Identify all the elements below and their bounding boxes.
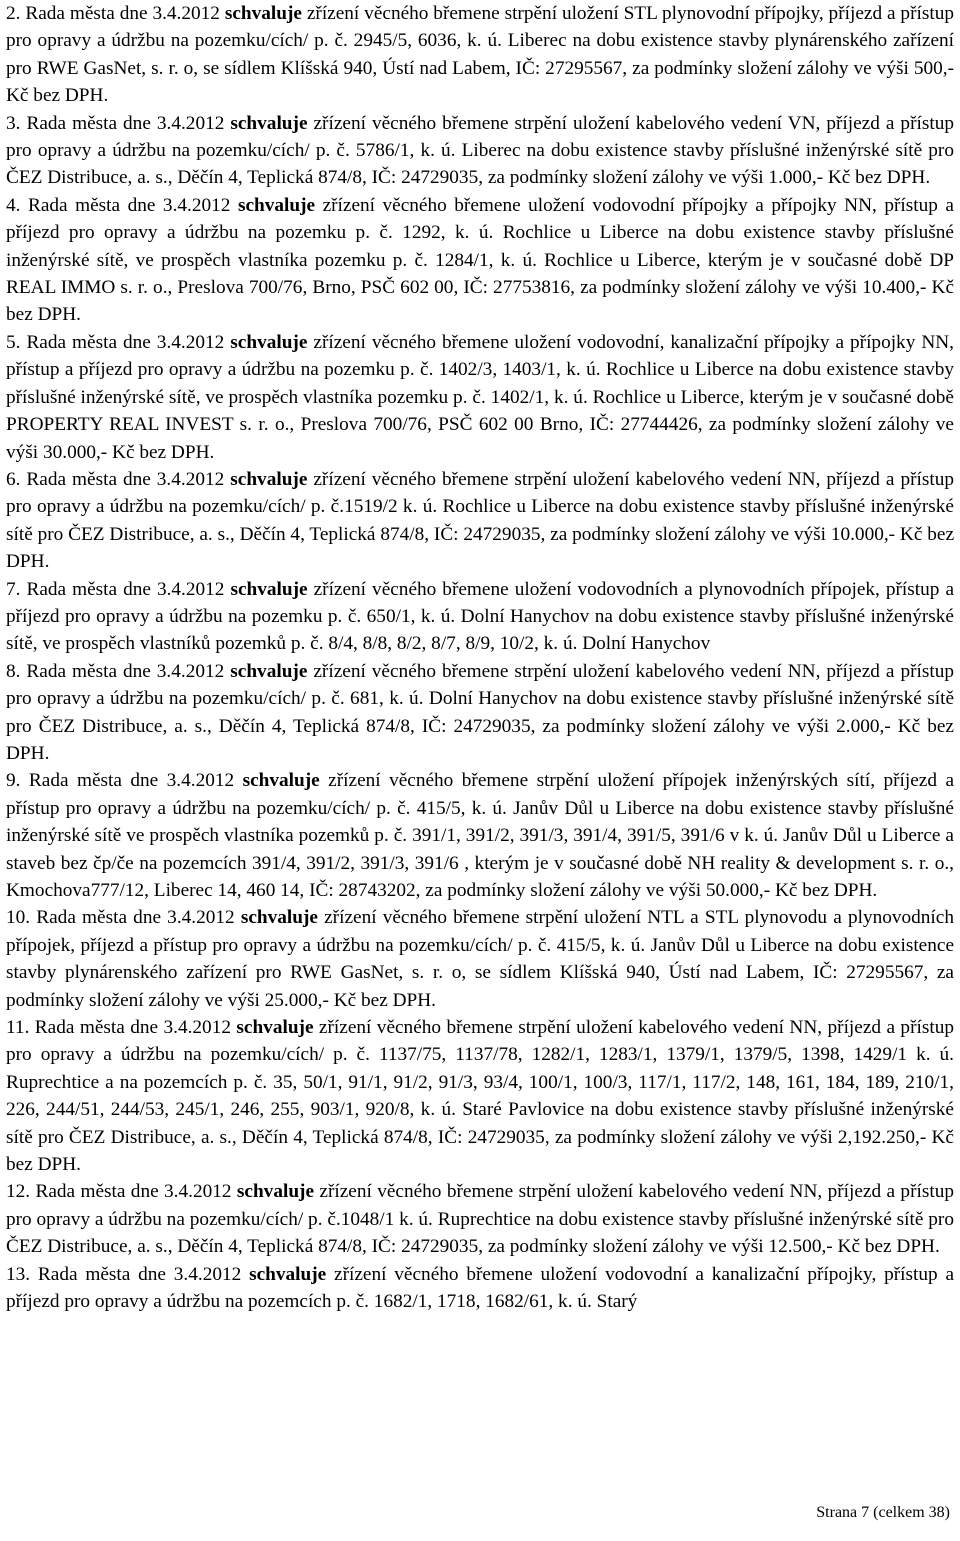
- paragraph-text: zřízení věcného břemene strpění uložení kabelového vedení VN, příjezd a přístup pro opravy a údržbu na pozemku/cích/ p. č. 5786/1, k. ú. Liberec na dobu existence stavby příslušné inženýrské sítě pro ČEZ Distribuce, a. s., Děčín 4, Teplická 874/8, IČ: 24729035, za podmínky složení zálohy ve výši 1.000,- Kč bez DPH.: [6, 112, 954, 189]
- paragraph-keyword: schvaluje: [236, 1017, 314, 1039]
- resolution-paragraph: [6, 658, 954, 768]
- document-body: [6, 0, 954, 1316]
- paragraph-text: zřízení věcného břemene strpění uložení přípojek inženýrských sítí, příjezd a přístup pro opravy a údržbu na pozemku/cích/ p. č. 415/5, k. ú. Janův Důl u Liberce na dobu existence stavby příslušné inženýrské sítě ve prospěch vlastníka pozemků p. č. 391/1, 391/2, 391/3, 391/4, 391/5, 391/6 v k. ú. Janův Důl u Liberce a staveb bez čp/če na pozemcích 391/4, 391/2, 391/3, 391/6 , kterým je v současné době NH reality & development s. r. o., Kmochova777/12, Liberec 14, 460 14, IČ: 28743202, za podmínky složení zálohy ve výši 50.000,- Kč bez DPH.: [6, 770, 955, 901]
- resolution-paragraph: [6, 576, 954, 658]
- paragraph-keyword: schvaluje: [240, 907, 318, 929]
- paragraph-prefix: 3. Rada města dne 3.4.2012: [6, 112, 231, 134]
- resolution-paragraph: [6, 767, 954, 904]
- paragraph-keyword: schvaluje: [230, 331, 308, 353]
- paragraph-keyword: schvaluje: [236, 1181, 315, 1203]
- paragraph-text: zřízení věcného břemene strpění uložení STL plynovodní přípojky, příjezd a přístup pro opravy a údržbu na pozemku/cích/ p. č. 2945/5, 6036, k. ú. Liberec na dobu existence stavby plynárenského zařízení pro RWE GasNet, s. r. o, se sídlem Klíšská 940, Ústí nad Labem, IČ: 27295567, za podmínky složení zálohy ve výši 500,- Kč bez DPH.: [6, 3, 954, 107]
- resolution-paragraph: [6, 1014, 954, 1178]
- page-number-footer: Strana 7 (celkem 38): [816, 1504, 950, 1521]
- paragraph-text: zřízení věcného břemene strpění uložení kabelového vedení NN, příjezd a přístup pro opravy a údržbu na pozemku/cích/ p. č. 1137/75, 1137/78, 1282/1, 1283/1, 1379/1, 1379/5, 1398, 1429/1 k. ú. Ruprechtice a na pozemcích p. č. 35, 50/1, 91/1, 91/2, 91/3, 93/4, 100/1, 100/3, 117/1, 117/2, 148, 161, 184, 189, 210/1, 226, 244/51, 244/53, 245/1, 246, 255, 903/1, 920/8, k. ú. Staré Pavlovice na dobu existence stavby příslušné inženýrské sítě pro ČEZ Distribuce, a. s., Děčín 4, Teplická 874/8, IČ: 24729035, za podmínky složení zálohy ve výši 2,192.250,- Kč bez DPH.: [6, 1017, 954, 1176]
- paragraph-text: zřízení věcného břemene uložení vodovodní přípojky a přípojky NN, přístup a příjezd pro opravy a údržbu na pozemku p. č. 1292, k. ú. Rochlice u Liberce na dobu existence stavby příslušné inženýrské sítě, ve prospěch vlastníka pozemku p. č. 1284/1, k. ú. Rochlice u Liberce, kterým je v současné době DP REAL IMMO s. r. o., Preslova 700/76, Brno, PSČ 602 00, IČ: 27753816, za podmínky složení zálohy ve výši 10.400,- Kč bez DPH.: [6, 194, 954, 326]
- paragraph-keyword: schvaluje: [237, 194, 316, 216]
- paragraph-text: zřízení věcného břemene uložení vodovodní a kanalizační přípojky, přístup a příjezd pro opravy a údržbu na pozemcích p. č. 1682/1, 1718, 1682/61, k. ú. Starý: [6, 1263, 955, 1313]
- paragraph-prefix: 13. Rada města dne 3.4.2012: [6, 1263, 250, 1285]
- paragraph-prefix: 11. Rada města dne 3.4.2012: [6, 1017, 237, 1039]
- paragraph-keyword: schvaluje: [242, 770, 320, 792]
- resolution-paragraph: [6, 466, 954, 576]
- paragraph-text: zřízení věcného břemene uložení vodovodní, kanalizační přípojky a přípojky NN, přístup a příjezd pro opravy a údržbu na pozemku p. č. 1402/3, 1403/1, k. ú. Rochlice u Liberce na dobu existence stavby příslušné inženýrské sítě, ve prospěch vlastníka pozemku p. č. 1402/1, k. ú. Rochlice u Liberce, kterým je v současné době PROPERTY REAL INVEST s. r. o., Preslova 700/76, PSČ 602 00 Brno, IČ: 27744426, za podmínky složení zálohy ve výši 30.000,- Kč bez DPH.: [6, 331, 954, 463]
- paragraph-keyword: schvaluje: [230, 468, 308, 490]
- paragraph-text: zřízení věcného břemene strpění uložení NTL a STL plynovodu a plynovodních přípojek, příjezd a přístup pro opravy a údržbu na pozemku/cích/ p. č. 415/5, k. ú. Janův Důl u Liberce na dobu existence stavby plynárenského zařízení pro RWE GasNet, s. r. o, se sídlem Klíšská 940, Ústí nad Labem, IČ: 27295567, za podmínky složení zálohy ve výši 25.000,- Kč bez DPH.: [6, 907, 954, 1011]
- resolution-paragraph: [6, 1261, 954, 1316]
- resolution-paragraph: [6, 1178, 954, 1260]
- paragraph-keyword: schvaluje: [249, 1263, 327, 1285]
- paragraph-prefix: 7. Rada města dne 3.4.2012: [6, 578, 231, 600]
- paragraph-prefix: 9. Rada města dne 3.4.2012: [6, 770, 243, 792]
- paragraph-prefix: 10. Rada města dne 3.4.2012: [6, 907, 241, 929]
- resolution-paragraph: [6, 192, 954, 329]
- paragraph-prefix: 12. Rada města dne 3.4.2012: [6, 1181, 237, 1203]
- paragraph-text: zřízení věcného břemene strpění uložení kabelového vedení NN, příjezd a přístup pro opravy a údržbu na pozemku/cích/ p. č. 681, k. ú. Dolní Hanychov na dobu existence stavby příslušné inženýrské sítě pro ČEZ Distribuce, a. s., Děčín 4, Teplická 874/8, IČ: 24729035, za podmínky složení zálohy ve výši 2.000,- Kč bez DPH.: [6, 660, 954, 764]
- paragraph-prefix: 2. Rada města dne 3.4.2012: [6, 3, 225, 24]
- paragraph-keyword: schvaluje: [224, 3, 302, 24]
- paragraph-keyword: schvaluje: [230, 112, 308, 134]
- paragraph-text: zřízení věcného břemene uložení vodovodních a plynovodních přípojek, přístup a příjezd pro opravy a údržbu na pozemku p. č. 650/1, k. ú. Dolní Hanychov na dobu existence stavby příslušné inženýrské sítě, ve prospěch vlastníků pozemků p. č. 8/4, 8/8, 8/2, 8/7, 8/9, 10/2, k. ú. Dolní Hanychov: [6, 578, 954, 655]
- resolution-paragraph: [6, 329, 954, 466]
- resolution-paragraph: [6, 110, 954, 192]
- resolution-paragraph: [6, 904, 954, 1014]
- paragraph-prefix: 6. Rada města dne 3.4.2012: [6, 468, 231, 490]
- paragraph-prefix: 5. Rada města dne 3.4.2012: [6, 331, 231, 353]
- paragraph-prefix: 4. Rada města dne 3.4.2012: [6, 194, 238, 216]
- paragraph-text: zřízení věcného břemene strpění uložení kabelového vedení NN, příjezd a přístup pro opravy a údržbu na pozemku/cích/ p. č.1048/1 k. ú. Ruprechtice na dobu existence stavby příslušné inženýrské sítě pro ČEZ Distribuce, a. s., Děčín 4, Teplická 874/8, IČ: 24729035, za podmínky složení zálohy ve výši 12.500,- Kč bez DPH.: [6, 1181, 954, 1258]
- paragraph-text: zřízení věcného břemene strpění uložení kabelového vedení NN, příjezd a přístup pro opravy a údržbu na pozemku/cích/ p. č.1519/2 k. ú. Rochlice u Liberce na dobu existence stavby příslušné inženýrské sítě pro ČEZ Distribuce, a. s., Děčín 4, Teplická 874/8, IČ: 24729035, za podmínky složení zálohy ve výši 10.000,- Kč bez DPH.: [6, 468, 954, 573]
- paragraph-keyword: schvaluje: [230, 578, 308, 600]
- paragraph-keyword: schvaluje: [230, 660, 308, 682]
- paragraph-prefix: 8. Rada města dne 3.4.2012: [6, 660, 231, 682]
- resolution-paragraph: [6, 0, 954, 110]
